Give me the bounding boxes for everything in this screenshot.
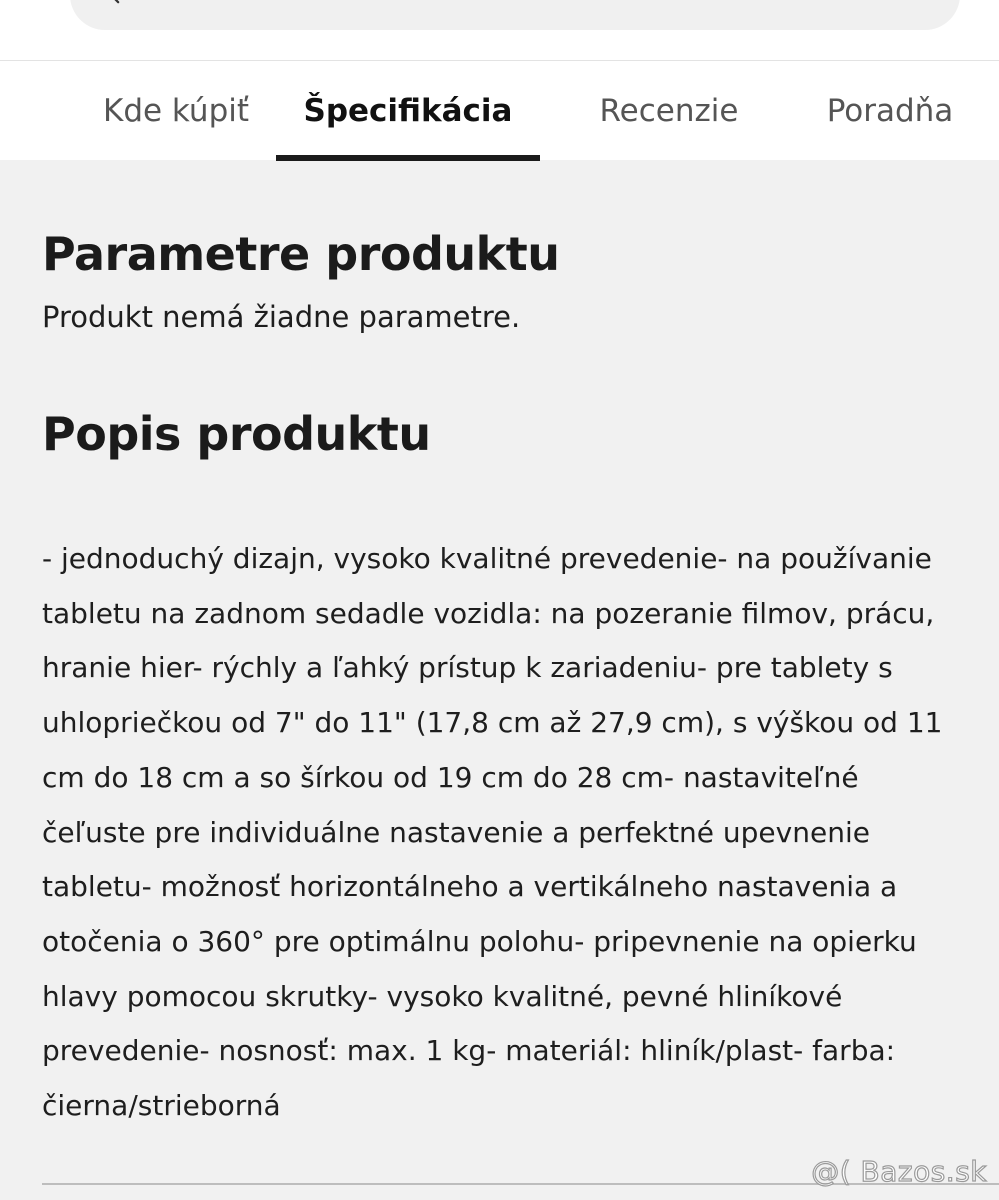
tab-bar — [0, 60, 999, 160]
search-icon — [98, 0, 120, 4]
watermark: @( Bazos.sk — [811, 1155, 987, 1188]
tab-advice[interactable]: Poradňa — [826, 93, 954, 129]
tab-reviews[interactable]: Recenzie — [599, 93, 739, 129]
tab-where-to-buy[interactable]: Kde kúpiť — [102, 93, 250, 129]
tab-specification[interactable]: Špecifikácia — [303, 93, 513, 129]
search-input[interactable] — [140, 0, 920, 30]
parameters-heading: Parametre produktu — [42, 227, 560, 281]
description-text: - jednoduchý dizajn, vysoko kvalitné prevedenie- na používanie tabletu na zadnom sedadle vozidla: na pozeranie filmov, prácu, hranie hier- rýchly a ľahký prístup k zariadeniu- pre tablety s uhlopriečkou od 7" do 11" (17,8 cm až 27,9 cm), s výškou od 11 cm do 18 cm a so šírkou od 19 cm do 28 cm- nastaviteľné čeľuste pre individuálne nastavenie a perfektné upevnenie tabletu- možnosť horizontálneho a vertikálneho nastavenia a otočenia o 360° pre optimálnu polohu- pripevnenie na opierku hlavy pomocou skrutky- vysoko kvalitné, pevné hliníkové prevedenie- nosnosť: max. 1 kg- materiál: hliník/plast- farba: čierna/strieborná — [42, 542, 943, 1123]
description-heading: Popis produktu — [42, 407, 431, 461]
search-bar[interactable] — [70, 0, 960, 30]
header — [0, 0, 999, 60]
parameters-empty-text: Produkt nemá žiadne parametre. — [42, 300, 521, 334]
active-tab-indicator — [276, 155, 540, 161]
